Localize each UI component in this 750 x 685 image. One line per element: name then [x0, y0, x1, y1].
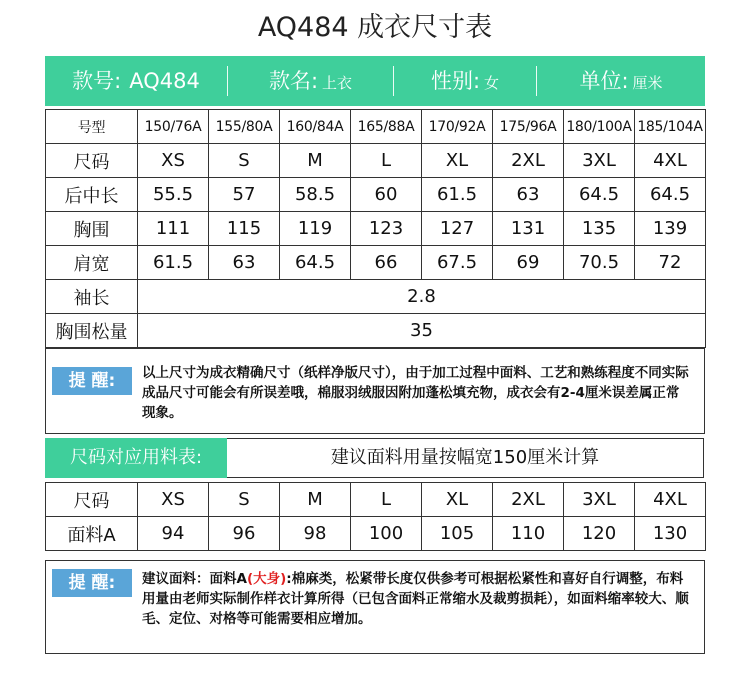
fabric-table	[45, 482, 706, 551]
cell: XL	[422, 144, 493, 178]
page-title: AQ484 成衣尺寸表	[257, 12, 493, 43]
notice-badge: 提 醒:	[52, 569, 132, 597]
cell: 120	[564, 517, 635, 551]
cell: 2XL	[493, 483, 564, 517]
cell: M	[280, 483, 351, 517]
style-no-value: AQ484	[129, 69, 200, 93]
cell: XL	[422, 483, 493, 517]
cell: S	[209, 144, 280, 178]
cell: 3XL	[564, 483, 635, 517]
info-bar	[45, 56, 705, 106]
cell: 61.5	[138, 246, 209, 280]
cell: 55.5	[138, 178, 209, 212]
cell: 72	[635, 246, 706, 280]
notice-badge: 提 醒:	[52, 367, 132, 395]
row-label: 肩宽	[46, 246, 138, 280]
cell: 57	[209, 178, 280, 212]
row-label: 尺码	[46, 144, 138, 178]
cell: XS	[138, 144, 209, 178]
cell: M	[280, 144, 351, 178]
cell: 160/84A	[280, 110, 351, 144]
row-label: 胸围	[46, 212, 138, 246]
fabric-header-label: 尺码对应用料表:	[45, 438, 227, 478]
cell: 66	[351, 246, 422, 280]
cell: 64.5	[280, 246, 351, 280]
cell: 63	[209, 246, 280, 280]
fabric-header-note: 建议面料用量按幅宽150厘米计算	[227, 438, 704, 478]
row-label: 面料A	[46, 517, 138, 551]
cell: 60	[351, 178, 422, 212]
bust-row	[46, 212, 706, 246]
cell: 135	[564, 212, 635, 246]
row-label: 胸围松量	[46, 314, 138, 348]
style-no-label: 款号:	[72, 69, 122, 93]
cell: L	[351, 144, 422, 178]
cell: 3XL	[564, 144, 635, 178]
cell: 58.5	[280, 178, 351, 212]
fabric-notice-box	[45, 560, 705, 654]
size-row	[46, 144, 706, 178]
cell: S	[209, 483, 280, 517]
cell: 119	[280, 212, 351, 246]
gender-value: 女	[484, 74, 500, 92]
cell: 94	[138, 517, 209, 551]
cell: 100	[351, 517, 422, 551]
cell: 61.5	[422, 178, 493, 212]
name-cell	[228, 66, 393, 96]
cell: L	[351, 483, 422, 517]
cell: 4XL	[635, 144, 706, 178]
sleeve-row	[46, 280, 706, 314]
row-label: 后中长	[46, 178, 138, 212]
cell: 2.8	[138, 280, 706, 314]
notice-text-pre: 建议面料：面料A	[142, 571, 247, 587]
name-label: 款名:	[268, 69, 319, 93]
fabric-amount-row	[46, 517, 706, 551]
notice-box	[45, 348, 705, 434]
cell: 185/104A	[635, 110, 706, 144]
gender-label: 性别:	[430, 69, 481, 93]
notice-text-highlight: (大身)	[246, 571, 287, 587]
cell: 64.5	[564, 178, 635, 212]
cell: 175/96A	[493, 110, 564, 144]
cell: 139	[635, 212, 706, 246]
unit-label: 单位:	[579, 69, 629, 93]
back-length-row	[46, 178, 706, 212]
cell: 131	[493, 212, 564, 246]
cell: 35	[138, 314, 706, 348]
row-label: 号型	[46, 110, 138, 144]
cell: 165/88A	[351, 110, 422, 144]
unit-value: 厘米	[632, 74, 663, 92]
fabric-header	[45, 438, 705, 478]
row-label: 尺码	[46, 483, 138, 517]
cell: 67.5	[422, 246, 493, 280]
row-label: 袖长	[46, 280, 138, 314]
cell: 105	[422, 517, 493, 551]
cell: 70.5	[564, 246, 635, 280]
size-table	[45, 109, 706, 348]
cell: 69	[493, 246, 564, 280]
cell: 150/76A	[138, 110, 209, 144]
fabric-notice-text	[142, 569, 692, 629]
cell: 115	[209, 212, 280, 246]
gender-cell	[394, 66, 536, 96]
cell: 63	[493, 178, 564, 212]
cell: 155/80A	[209, 110, 280, 144]
cell: 170/92A	[422, 110, 493, 144]
fabric-size-row	[46, 483, 706, 517]
cell: 127	[422, 212, 493, 246]
cell: 111	[138, 212, 209, 246]
shoulder-row	[46, 246, 706, 280]
cell: 96	[209, 517, 280, 551]
cell: 2XL	[493, 144, 564, 178]
cell: 4XL	[635, 483, 706, 517]
style-no-cell	[45, 66, 227, 96]
cell: 64.5	[635, 178, 706, 212]
cell: XS	[138, 483, 209, 517]
bust-ease-row	[46, 314, 706, 348]
cell: 180/100A	[564, 110, 635, 144]
cell: 110	[493, 517, 564, 551]
cell: 123	[351, 212, 422, 246]
notice-text: 以上尺寸为成衣精确尺寸（纸样净版尺寸），由于加工过程中面料、工艺和熟练程度不同实际成品尺寸可能会有所误差哦，棉服羽绒服因附加蓬松填充物，成衣会有2-4厘米误差属正常现象。	[142, 365, 689, 421]
unit-cell	[537, 66, 705, 96]
notice-text-post: :棉麻类，松紧带长度仅供参考可根据松紧性和喜好自行调整，布料用量由老师实际制作样衣计算所得（已包含面料正常缩水及裁剪损耗），如面料缩率较大、顺毛、定位、对格等可能需要相应增加。	[142, 571, 689, 627]
name-value: 上衣	[322, 74, 353, 92]
model-row	[46, 110, 706, 144]
cell: 98	[280, 517, 351, 551]
cell: 130	[635, 517, 706, 551]
